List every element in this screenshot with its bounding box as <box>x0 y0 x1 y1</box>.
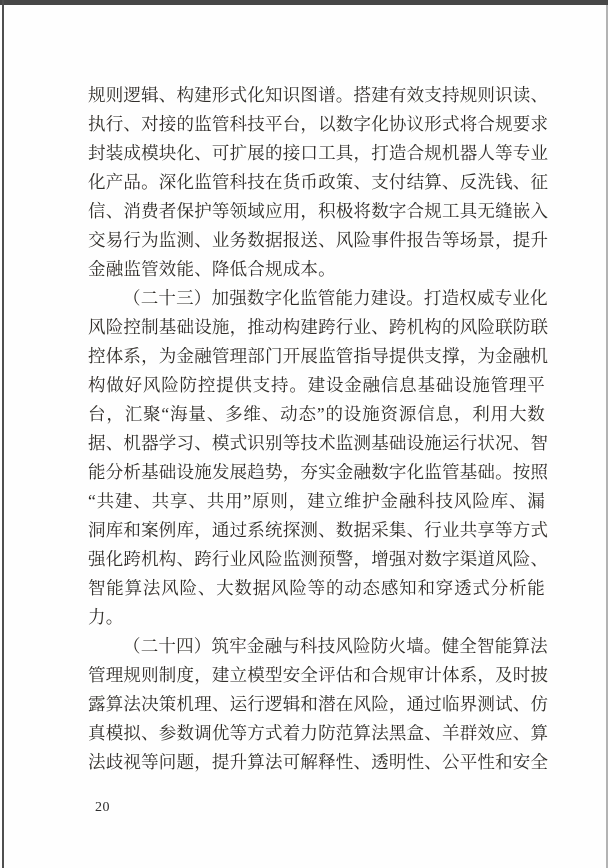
section-23-heading-line: （二十三）加强数字化监管能力建设。打造权威专业化 <box>123 288 548 308</box>
text-line: 金融监管效能、降低合规成本。 <box>88 259 336 279</box>
text-line: 洞库和案例库，通过系统探测、数据采集、行业共享等方式 <box>88 520 549 540</box>
text-line: “共建、共享、共用”原则，建立维护金融科技风险库、漏 <box>88 491 545 511</box>
text-line: 信、消费者保护等领域应用，积极将数字合规工具无缝嵌入 <box>88 201 549 221</box>
text-line: 构做好风险防控提供支持。建设金融信息基础设施管理平 <box>88 375 545 395</box>
text-line: 能分析基础设施发展趋势，夯实金融数字化监管基础。按照 <box>88 462 549 482</box>
scan-edge-top <box>0 0 608 5</box>
text-line: 智能算法风险、大数据风险等的动态感知和穿透式分析能 <box>88 578 545 598</box>
text-line: 化产品。深化监管科技在货币政策、支付结算、反洗钱、征 <box>88 172 549 192</box>
text-line: 据、机器学习、模式识别等技术监测基础设施运行状况、智 <box>88 433 549 453</box>
section-24-heading-line: （二十四）筑牢金融与科技风险防火墙。健全智能算法 <box>123 636 548 656</box>
text-line: 管理规则制度，建立模型安全评估和合规审计体系，及时披 <box>88 665 549 685</box>
text-line: 风险控制基础设施，推动构建跨行业、跨机构的风险联防联 <box>88 317 549 337</box>
scan-edge-left <box>2 0 4 868</box>
text-line: 露算法决策机理、运行逻辑和潜在风险，通过临界测试、仿 <box>88 694 549 714</box>
text-line: 规则逻辑、构建形式化知识图谱。搭建有效支持规则识读、 <box>88 85 549 105</box>
text-line: 交易行为监测、业务数据报送、风险事件报告等场景，提升 <box>88 230 549 250</box>
text-line: 执行、对接的监管科技平台，以数字化协议形式将合规要求 <box>88 114 549 134</box>
text-line: 控体系，为金融管理部门开展监管指导提供支撑，为金融机 <box>88 346 549 366</box>
text-line: 真模拟、参数调优等方式着力防范算法黑盒、羊群效应、算 <box>88 723 549 743</box>
text-line: 力。 <box>88 607 124 627</box>
page-number: 20 <box>95 800 110 815</box>
text-line: 强化跨机构、跨行业风险监测预警，增强对数字渠道风险、 <box>88 549 549 569</box>
text-line: 台，汇聚“海量、多维、动态”的设施资源信息，利用大数 <box>88 404 545 424</box>
page-body-text <box>88 81 549 777</box>
text-line: 法歧视等问题，提升算法可解释性、透明性、公平性和安全 <box>88 752 549 772</box>
text-line: 封装成模块化、可扩展的接口工具，打造合规机器人等专业 <box>88 143 549 163</box>
